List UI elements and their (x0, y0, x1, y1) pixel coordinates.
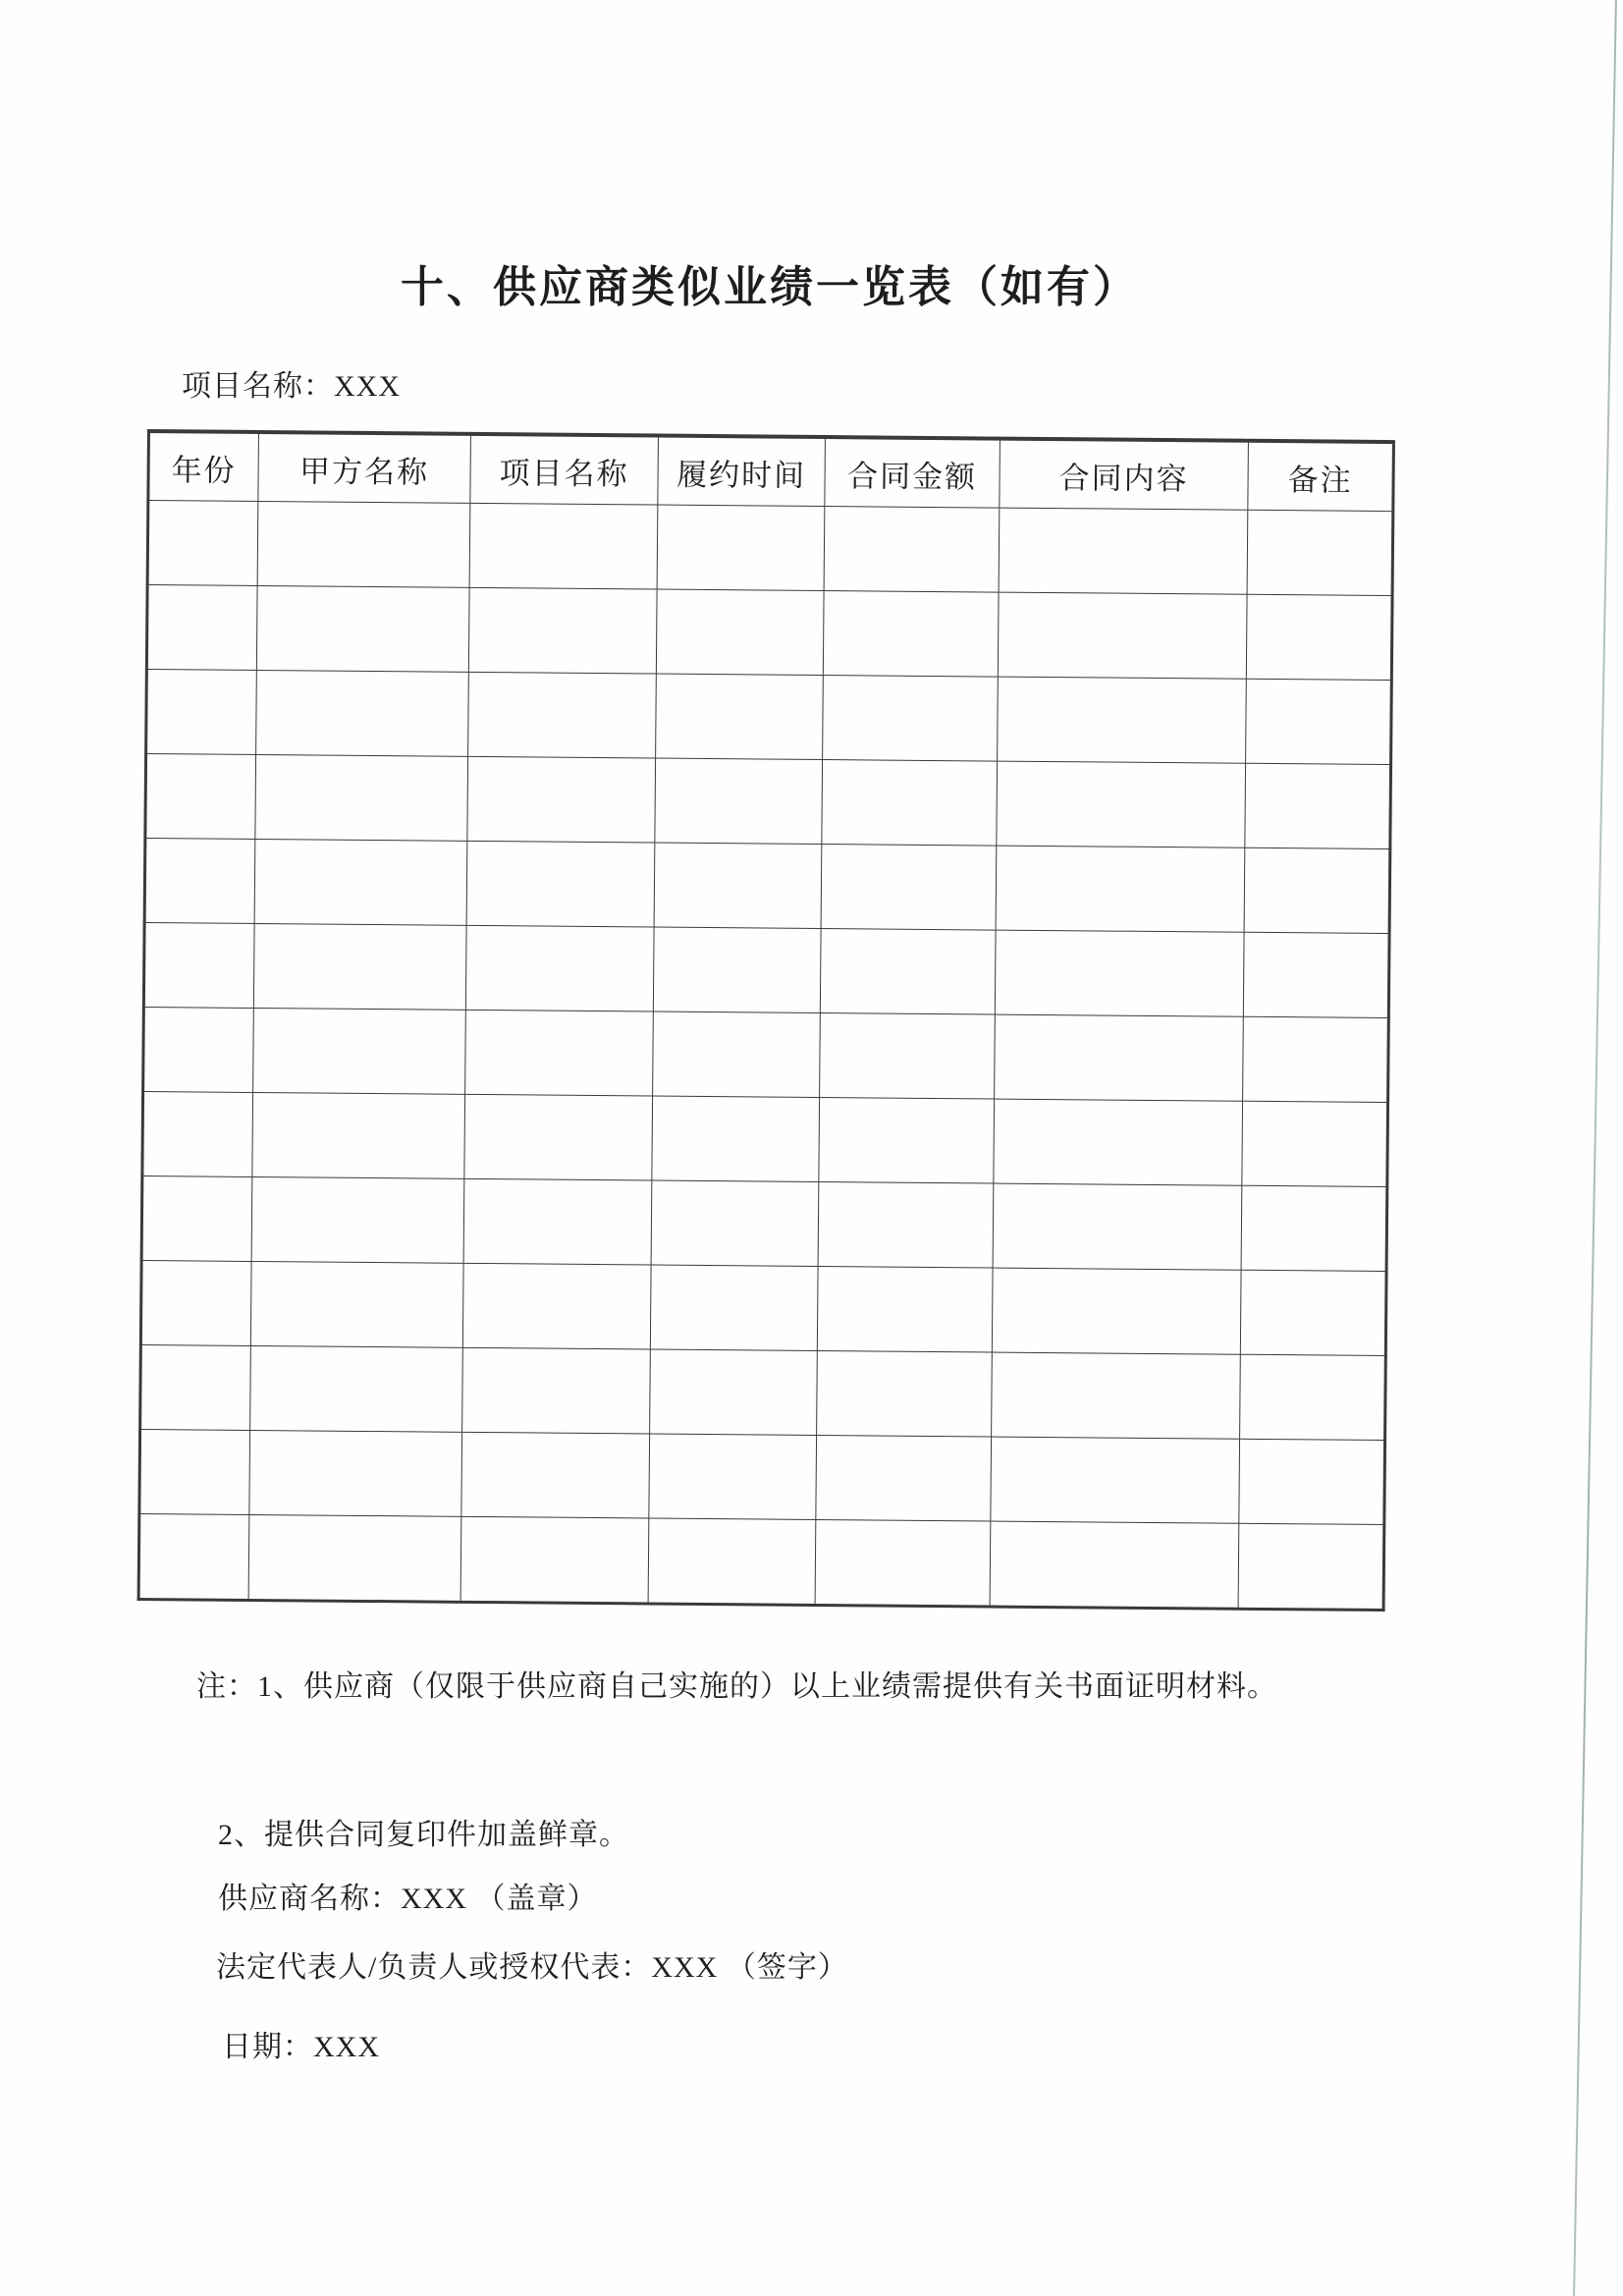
table-header-row (148, 431, 1394, 512)
table-row (143, 1007, 1389, 1102)
table-cell (256, 585, 469, 672)
table-cell (249, 1430, 462, 1516)
table-cell (998, 592, 1247, 679)
table-cell (821, 845, 997, 931)
table-row (138, 1513, 1384, 1610)
table-cell (146, 585, 257, 671)
table-cell (656, 674, 824, 759)
legal-representative-line: 法定代表人/负责人或授权代表：XXX （签字） (216, 1951, 848, 1984)
table-header-cell: 年份 (148, 431, 259, 501)
table-cell (461, 1432, 650, 1518)
table-header-cell: 备注 (1248, 441, 1394, 512)
table-cell (655, 758, 823, 844)
table-cell (254, 839, 467, 925)
table-row (147, 501, 1393, 596)
table-cell (256, 670, 469, 756)
table-row (140, 1260, 1386, 1355)
table-row (144, 838, 1390, 933)
performance-table (137, 429, 1395, 1612)
table-cell (990, 1521, 1239, 1609)
table-cell (822, 760, 998, 847)
table-cell (657, 505, 825, 590)
table-cell (653, 1011, 821, 1097)
table-cell (995, 1014, 1244, 1101)
table-row (146, 670, 1392, 765)
table-cell (248, 1514, 461, 1602)
table-cell (464, 1094, 653, 1180)
table-cell (650, 1349, 818, 1435)
table-cell (818, 1181, 994, 1268)
table-cell (253, 923, 466, 1010)
supplier-name-line: 供应商名称：XXX （盖章） (218, 1883, 598, 1915)
table-cell (467, 756, 656, 843)
table-cell (1247, 510, 1393, 595)
table-cell (140, 1344, 251, 1430)
table-cell (1240, 1354, 1386, 1440)
table-row (143, 922, 1389, 1017)
table-header-cell: 项目名称 (470, 434, 659, 505)
table-cell (994, 1099, 1243, 1185)
table-cell (816, 1435, 992, 1521)
table-cell (462, 1347, 651, 1434)
table-cell (145, 754, 256, 840)
table-cell (1246, 679, 1392, 764)
note-2: 2、提供合同复印件加盖鲜章。 (218, 1819, 629, 1851)
table-cell (142, 1091, 253, 1176)
table-row (142, 1091, 1388, 1186)
table-cell (824, 507, 1000, 593)
project-name-line: 项目名称：XXX (182, 370, 401, 403)
table-cell (144, 838, 255, 923)
table-cell (817, 1266, 993, 1352)
table-cell (653, 927, 821, 1012)
table-cell (654, 843, 822, 928)
table-row (146, 585, 1392, 681)
table-cell (1241, 1185, 1387, 1271)
table-cell (991, 1437, 1240, 1523)
table-cell (820, 929, 996, 1015)
table-cell (992, 1352, 1241, 1439)
table-row (140, 1344, 1386, 1440)
table-cell (460, 1516, 649, 1604)
table-cell (250, 1345, 463, 1432)
table-cell (143, 922, 254, 1008)
table-cell (250, 1261, 463, 1347)
table-cell (141, 1175, 252, 1261)
table-cell (468, 672, 657, 758)
table-cell (648, 1518, 816, 1605)
table-cell (253, 1008, 466, 1094)
table-cell (997, 761, 1246, 847)
table-cell (465, 1010, 654, 1096)
table-cell (147, 501, 258, 586)
table-cell (252, 1092, 465, 1178)
table-cell (1243, 1016, 1389, 1102)
table-cell (469, 503, 658, 589)
table-cell (463, 1178, 652, 1265)
table-header-cell: 甲方名称 (258, 432, 471, 503)
table-cell (468, 587, 657, 674)
table-cell (815, 1519, 991, 1607)
table-row (141, 1175, 1387, 1271)
table-cell (251, 1176, 464, 1263)
table-cell (143, 1007, 254, 1092)
table-cell (823, 676, 999, 762)
table-cell (1240, 1270, 1386, 1355)
table-cell (823, 591, 999, 678)
table-cell (255, 754, 468, 841)
table-cell (996, 846, 1245, 932)
table-header-cell: 合同金额 (825, 437, 1001, 508)
table-row (139, 1429, 1385, 1524)
scan-page-edge-line (1573, 0, 1617, 2296)
table-cell (656, 589, 824, 675)
table-cell (993, 1183, 1242, 1270)
table-cell (1244, 847, 1390, 933)
table-row (145, 754, 1391, 849)
table-cell (995, 930, 1244, 1016)
table-cell (999, 508, 1248, 594)
table-cell (140, 1260, 251, 1345)
table-cell (1246, 594, 1392, 680)
table-cell (817, 1350, 993, 1437)
table-cell (652, 1096, 820, 1181)
table-cell (992, 1268, 1241, 1354)
table-cell (466, 841, 655, 927)
table-header-cell: 合同内容 (1000, 439, 1249, 511)
table-cell (998, 677, 1247, 763)
table-cell (649, 1434, 817, 1519)
table-cell (1243, 932, 1389, 1017)
table-cell (650, 1265, 818, 1350)
table-cell (138, 1513, 249, 1600)
table-cell (820, 1013, 996, 1100)
table-cell (819, 1098, 995, 1184)
table-cell (1239, 1439, 1385, 1524)
note-1: 注：1、供应商（仅限于供应商自己实施的）以上业绩需提供有关书面证明材料。 (196, 1670, 1277, 1703)
date-line: 日期：XXX (222, 2031, 380, 2063)
table-cell (1242, 1101, 1388, 1186)
table-cell (1238, 1523, 1384, 1610)
table-header-cell: 履约时间 (658, 436, 826, 507)
table-cell (465, 925, 654, 1011)
table-cell (257, 501, 470, 587)
table-cell (1245, 763, 1391, 848)
table-cell (139, 1429, 250, 1514)
table-cell (462, 1263, 651, 1349)
table-cell (651, 1180, 819, 1266)
table-cell (146, 670, 257, 755)
page-title: 十、供应商类似业绩一览表（如有） (401, 263, 1139, 311)
